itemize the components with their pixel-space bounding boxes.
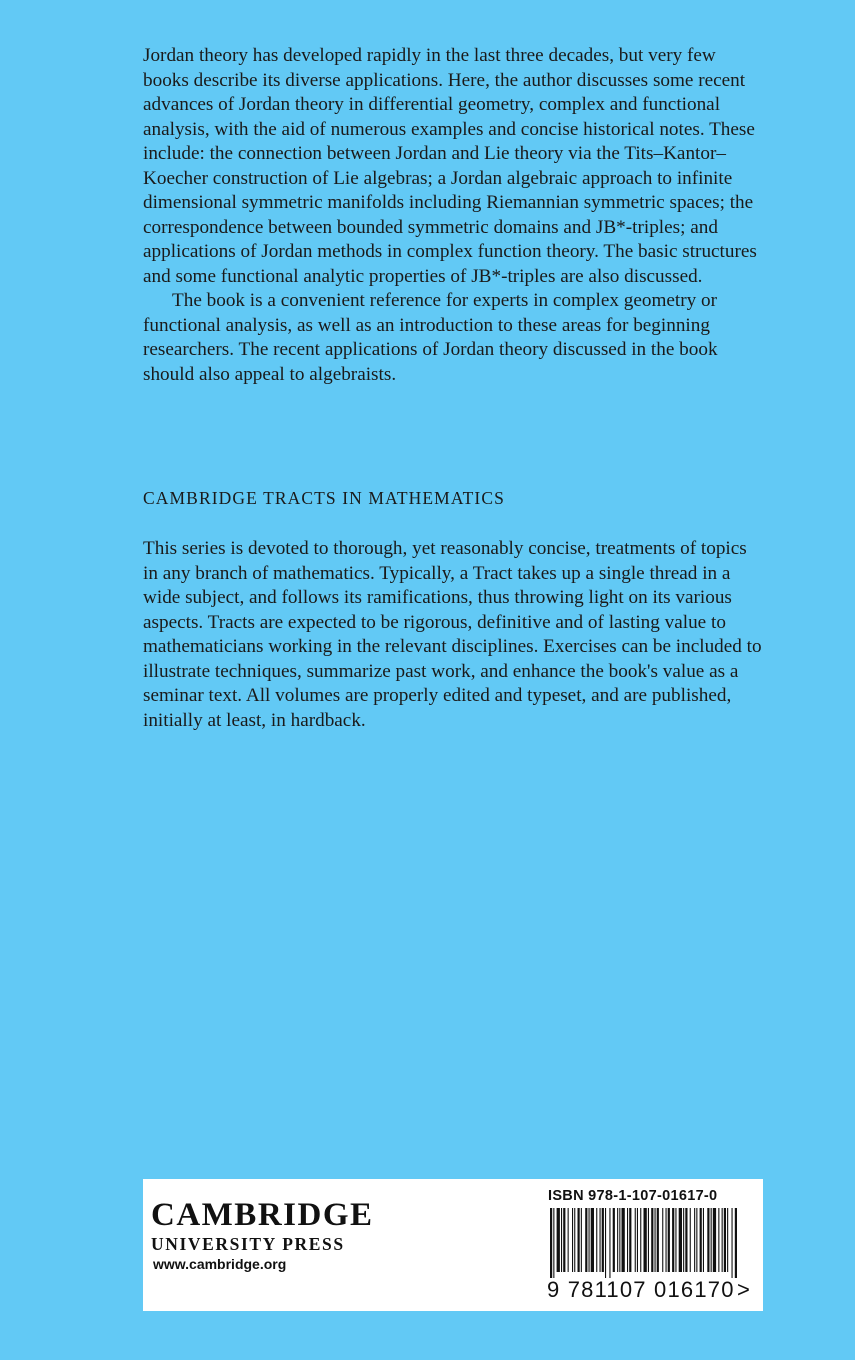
- series-description: [143, 537, 763, 733]
- series-description-text: This series is devoted to thorough, yet reasonably concise, treatments of topics in any branch of mathematics. Typically, a Tract takes up a single thread in a wide subject, and follows its ramifications, thus throwing light on its various aspects. Tracts are expected to be rigorous, definitive and of lasting value to mathematicians working in the relevant disciplines. Exercises can be included to illustrate techniques, summarize past work, and enhance the book's value as a seminar text. All volumes are properly edited and typeset, and are published, initially at least, in hardback.: [143, 538, 762, 731]
- blurb-paragraph-2: The book is a convenient reference for experts in complex geometry or functional analysis, as well as an introduction to these areas for beginning researchers. The recent applications of Jordan theory discussed in the book should also appeal to algebraists.: [143, 290, 718, 385]
- barcode-digits: 9 781107 016170: [547, 1277, 735, 1302]
- publisher-name: CAMBRIDGE: [151, 1197, 374, 1233]
- publisher-footer: [143, 1179, 763, 1311]
- publisher-subtitle: UNIVERSITY PRESS: [151, 1234, 345, 1254]
- series-title: CAMBRIDGE TRACTS IN MATHEMATICS: [143, 488, 505, 508]
- publisher-url: www.cambridge.org: [153, 1256, 287, 1272]
- book-blurb: [143, 44, 763, 387]
- isbn-label: ISBN 978-1-107-01617-0: [548, 1188, 718, 1204]
- barcode-icon: [550, 1208, 738, 1278]
- barcode-arrow: >: [737, 1277, 750, 1302]
- publisher-logo: [151, 1197, 374, 1255]
- blurb-paragraph-1: Jordan theory has developed rapidly in the last three decades, but very few books describe its diverse applications. Here, the author discusses some recent advances of Jordan theory in differential geometry, complex and functional analysis, with the aid of numerous examples and concise historical notes. These include: the connection between Jordan and Lie theory via the Tits–Kantor–Koecher construction of Lie algebras; a Jordan algebraic approach to infinite dimensional symmetric manifolds including Riemannian symmetric spaces; the correspondence between bounded symmetric domains and JB*-triples; and applications of Jordan methods in complex function theory. The basic structures and some functional analytic properties of JB*-triples are also discussed.: [143, 45, 757, 287]
